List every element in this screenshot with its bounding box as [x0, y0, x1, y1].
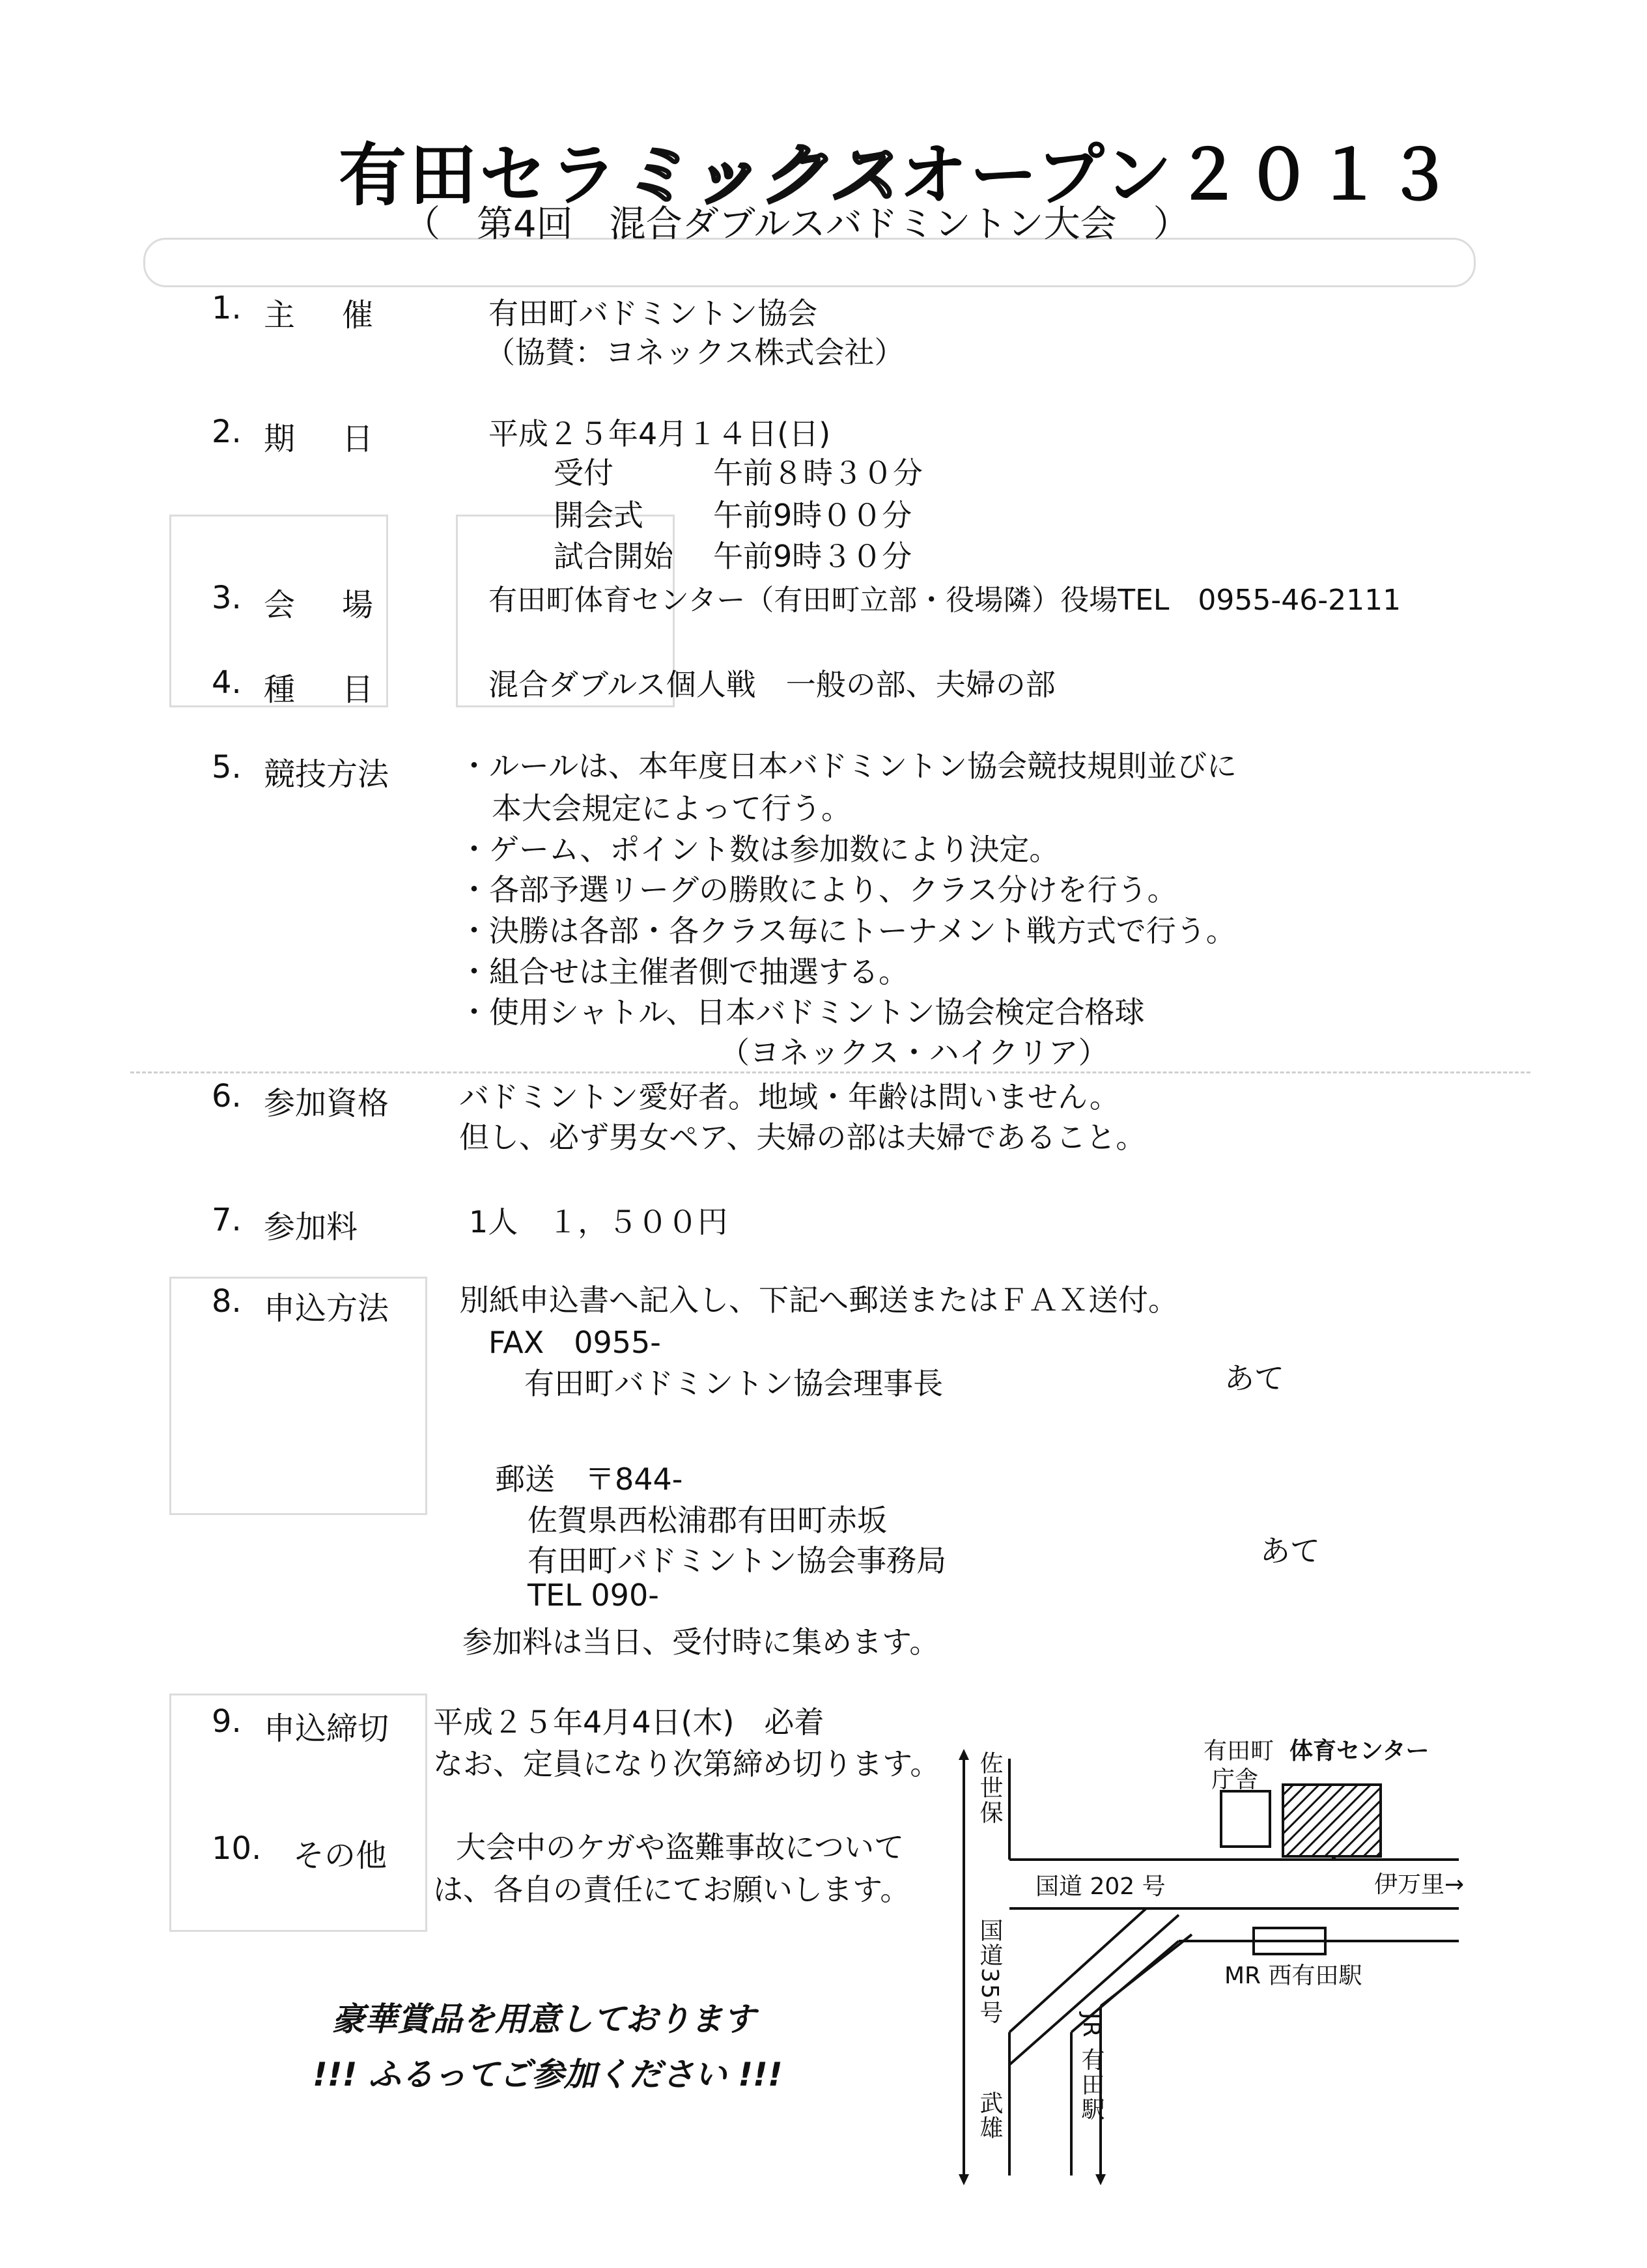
section-label: 参加資格 — [264, 1085, 389, 1122]
map-label-sasebo: 佐世保 — [976, 1751, 1003, 1825]
section-line: バドミントン愛好者。地域・年齢は問いません。 — [459, 1079, 1119, 1114]
section-label: 会 場 — [264, 587, 382, 623]
section-label: 種 目 — [264, 672, 382, 708]
access-map — [957, 1720, 1491, 2189]
prize-line-1: 豪華賞品を用意しております — [332, 2000, 755, 2038]
section-label: 期 日 — [264, 421, 382, 457]
postal-recipient-suffix: あて — [1260, 1533, 1320, 1568]
section-number: 9. — [212, 1703, 242, 1740]
page-subtitle: （ 第4回 混合ダブルスバドミントン大会 ） — [404, 203, 1190, 246]
section-line: 平成２５年4月１４日(日) — [488, 416, 831, 451]
map-label-mr-station: MR 西有田駅 — [1224, 1963, 1362, 1989]
section-number: 3. — [212, 580, 242, 616]
map-label-gym: 体育センター — [1289, 1738, 1429, 1765]
section-number: 7. — [212, 1202, 242, 1238]
rule-line: ・組合せは主催者側で抽選する。 — [459, 954, 908, 989]
section-line: 1人 １，５００円 — [469, 1204, 728, 1240]
map-label-jr-station: JR 有田駅 — [1078, 2013, 1105, 2122]
title-part1: 有田セラ — [339, 135, 621, 215]
section-line: 平成２５年4月4日(木) 必着 — [433, 1705, 824, 1740]
rule-line: ・決勝は各部・各クラス毎にトーナメント戦方式で行う。 — [459, 913, 1236, 948]
schedule-name: 受付 — [554, 455, 613, 490]
fax-recipient-suffix: あて — [1224, 1361, 1284, 1396]
title-part2: ミックス — [620, 135, 899, 215]
schedule-name: 開会式 — [554, 498, 643, 533]
map-label-imari: 伊万里→ — [1374, 1871, 1465, 1898]
section-line: 但し、必ず男女ペア、夫婦の部は夫婦であること。 — [459, 1120, 1146, 1155]
schedule-time: 午前８時３０分 — [713, 455, 923, 490]
postal-recipient: 有田町バドミントン協会事務局 — [528, 1543, 947, 1578]
section-number: 6. — [212, 1078, 242, 1114]
rule-line: ・ルールは、本年度日本バドミントン協会競技規則並びに — [459, 748, 1237, 784]
rule-line: ・各部予選リーグの勝敗により、クラス分けを行う。 — [459, 872, 1177, 907]
section-number: 5. — [212, 749, 242, 786]
fax-recipient: 有田町バドミントン協会理事長 — [524, 1366, 944, 1401]
section-label: 参加料 — [264, 1209, 358, 1245]
rule-line: （ヨネックス・ハイクリア） — [720, 1035, 1108, 1070]
postal-code: 郵送 〒844- — [495, 1462, 683, 1497]
section-label: 主 催 — [264, 297, 382, 333]
section-line: 大会中のケガや盗難事故について — [456, 1830, 905, 1865]
section-label: 申込方法 — [264, 1290, 389, 1327]
section-line: 有田町体育センター（有田町立部・役場隣）役場TEL 0955-46-2111 — [488, 584, 1401, 617]
section-line: 別紙申込書へ記入し、下記へ郵送またはＦＡＸ送付。 — [459, 1283, 1178, 1318]
map-label-route-202: 国道 202 号 — [1035, 1873, 1166, 1900]
section-line: なお、定員になり次第締め切ります。 — [433, 1746, 940, 1781]
section-label: 申込締切 — [264, 1710, 389, 1747]
section-line: （協賛：ヨネックス株式会社） — [485, 335, 905, 370]
section-label: 競技方法 — [264, 756, 389, 793]
schedule-time: 午前9時００分 — [713, 498, 912, 533]
fax-number: FAX 0955- — [488, 1325, 661, 1360]
rule-line: ・ゲーム、ポイント数は参加数により決定。 — [459, 832, 1060, 867]
section-number: 8. — [212, 1283, 242, 1320]
section-line: 参加料は当日、受付時に集めます。 — [462, 1624, 940, 1660]
map-label-town-office-1: 有田町 — [1204, 1738, 1274, 1765]
schedule-name: 試合開始 — [554, 539, 673, 574]
phone-number: TEL 090- — [528, 1578, 659, 1613]
schedule-time: 午前9時３０分 — [713, 539, 912, 574]
postal-address: 佐賀県西松浦郡有田町赤坂 — [528, 1503, 887, 1538]
map-label-town-office-2: 庁舎 — [1211, 1766, 1259, 1793]
section-number: 4. — [212, 664, 242, 701]
map-label-route-35: 国道35号 — [976, 1918, 1003, 2025]
section-number: 1. — [212, 290, 242, 326]
section-label: その他 — [293, 1837, 387, 1874]
section-line: は、各自の責任にてお願いします。 — [433, 1872, 910, 1907]
section-number: 2. — [212, 414, 242, 450]
section-number: 10. — [212, 1830, 262, 1867]
rule-line: 本大会規定によって行う。 — [492, 791, 851, 826]
section-line: 混合ダブルス個人戦 一般の部、夫婦の部 — [488, 667, 1056, 702]
rule-line: ・使用シャトル、日本バドミントン協会検定合格球 — [459, 995, 1145, 1030]
prize-line-2: !!! ふるってご参加ください !!! — [313, 2056, 783, 2093]
section-line: 有田町バドミントン協会 — [488, 296, 818, 331]
title-part3: オープン２０１３ — [899, 135, 1456, 215]
map-label-takeo: 武雄 — [976, 2091, 1003, 2140]
